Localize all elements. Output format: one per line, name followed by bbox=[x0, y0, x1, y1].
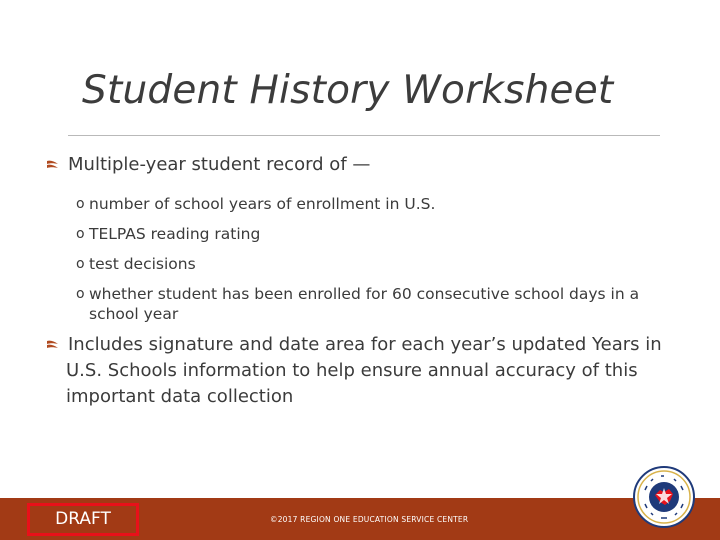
wing-bullet-icon bbox=[46, 152, 60, 164]
slide-title: Student History Worksheet bbox=[82, 68, 614, 113]
sub-bullet-marker: o bbox=[76, 196, 85, 212]
sub-list-item bbox=[76, 254, 654, 274]
sub-item-text: whether student has been enrolled for 60 consecutive school days in a school year bbox=[89, 285, 640, 323]
sub-item-text: TELPAS reading rating bbox=[89, 225, 261, 243]
region-one-education-seal-icon bbox=[633, 466, 695, 528]
title-divider bbox=[68, 135, 660, 136]
copyright-text: ©2017 REGION ONE EDUCATION SERVICE CENTER bbox=[270, 515, 469, 524]
sub-bullet-marker: o bbox=[76, 256, 85, 272]
bullet-item-1 bbox=[46, 152, 370, 178]
sub-list-item bbox=[76, 224, 654, 244]
wing-bullet-icon bbox=[46, 332, 60, 344]
bullet-text: Multiple-year student record of — bbox=[68, 154, 371, 175]
sub-item-text: test decisions bbox=[89, 255, 196, 273]
sub-bullet-marker: o bbox=[76, 286, 85, 302]
sub-bullet-marker: o bbox=[76, 226, 85, 242]
bullet-text: Includes signature and date area for each year’s updated Years in U.S. Schools information to help ensure annual accuracy of this important data collection bbox=[66, 334, 662, 407]
bullet-item-2 bbox=[66, 332, 666, 410]
draft-label: DRAFT bbox=[27, 503, 139, 536]
sub-list-item bbox=[76, 194, 654, 214]
sub-list-item bbox=[76, 284, 654, 324]
sub-item-text: number of school years of enrollment in U.S. bbox=[89, 195, 436, 213]
sub-list bbox=[76, 194, 654, 324]
